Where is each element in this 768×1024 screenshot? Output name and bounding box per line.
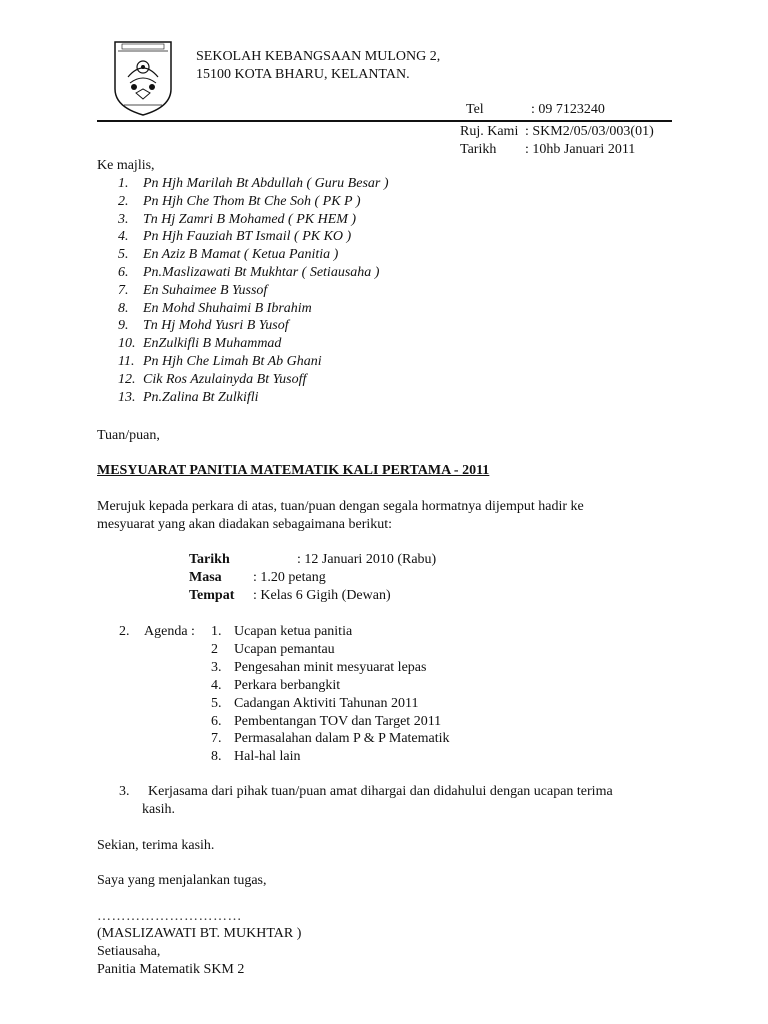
meeting-venue-label: Tempat	[189, 588, 235, 603]
recipients-intro: Ke majlis,	[97, 158, 155, 173]
recipient-number: 3.	[118, 211, 129, 227]
school-name: SEKOLAH KEBANGSAAN MULONG 2,	[196, 49, 441, 64]
agenda-item: Perkara berbangkit	[234, 677, 341, 693]
recipient-number: 11.	[118, 354, 135, 369]
recipient-number: 8.	[118, 300, 129, 316]
recipient-number: 13.	[118, 389, 136, 405]
recipient-name: En Mohd Shuhaimi B Ibrahim	[143, 300, 312, 316]
agenda-item: Ucapan pemantau	[234, 641, 335, 657]
school-crest-logo	[112, 39, 174, 117]
agenda-item-number: 1.	[211, 624, 222, 639]
signatory-organization: Panitia Matematik SKM 2	[97, 962, 245, 977]
recipient-name: Tn Hj Mohd Yusri B Yusof	[143, 318, 289, 334]
meeting-time-label: Masa	[189, 570, 222, 585]
recipient-number: 7.	[118, 282, 129, 298]
recipient-name: EnZulkifli B Muhammad	[143, 336, 282, 352]
agenda-number: 2.	[119, 624, 130, 639]
recipient-name: Pn Hjh Marilah Bt Abdullah ( Guru Besar )	[143, 176, 389, 191]
meeting-date-value: : 12 Januari 2010 (Rabu)	[297, 552, 437, 567]
agenda-item: Cadangan Aktiviti Tahunan 2011	[234, 695, 419, 711]
recipient-name: Cik Ros Azulainyda Bt Yusoff	[143, 371, 307, 387]
agenda-item: Permasalahan dalam P & P Matematik	[234, 731, 450, 747]
signature-line: …………………………	[97, 909, 242, 924]
closing-text: Sekian, terima kasih.	[97, 838, 215, 853]
paragraph3-line1: Kerjasama dari pihak tuan/puan amat dihargai dan didahului dengan ucapan terima	[148, 784, 613, 799]
recipient-name: Pn Hjh Che Limah Bt Ab Ghani	[143, 354, 322, 369]
agenda-item-number: 7.	[211, 731, 222, 747]
signatory-title: Setiausaha,	[97, 944, 161, 959]
paragraph3-line2: kasih.	[142, 802, 176, 817]
paragraph3-number: 3.	[119, 784, 130, 799]
recipient-name: Pn.Maslizawati Bt Mukhtar ( Setiausaha )	[143, 265, 380, 280]
agenda-item-number: 6.	[211, 713, 222, 729]
recipient-number: 12.	[118, 371, 136, 387]
recipient-number: 6.	[118, 265, 129, 280]
recipient-name: En Suhaimee B Yussof	[143, 282, 268, 298]
recipient-number: 4.	[118, 229, 129, 245]
agenda-item: Hal-hal lain	[234, 749, 301, 765]
agenda-item-number: 2	[211, 641, 218, 657]
meeting-time-value: : 1.20 petang	[253, 570, 326, 585]
ruj-value: : SKM2/05/03/003(01)	[525, 124, 654, 139]
recipient-number: 10.	[118, 336, 136, 352]
school-address: 15100 KOTA BHARU, KELANTAN.	[196, 67, 410, 82]
date-value: : 10hb Januari 2011	[525, 142, 636, 157]
tel-label: Tel	[466, 102, 484, 117]
header-divider	[97, 120, 672, 122]
recipient-name: Pn.Zalina Bt Zulkifli	[143, 389, 259, 405]
subject-heading: MESYUARAT PANITIA MATEMATIK KALI PERTAMA - 2011	[97, 463, 490, 478]
tel-value: : 09 7123240	[531, 102, 605, 117]
recipient-number: 2.	[118, 193, 129, 209]
recipient-number: 5.	[118, 247, 129, 263]
signoff-text: Saya yang menjalankan tugas,	[97, 873, 267, 888]
agenda-item-number: 8.	[211, 749, 222, 765]
agenda-item: Pengesahan minit mesyuarat lepas	[234, 659, 427, 675]
recipient-name: Pn Hjh Fauziah BT Ismail ( PK KO )	[143, 229, 352, 245]
agenda-item-number: 4.	[211, 677, 222, 693]
recipient-number: 1.	[118, 176, 129, 191]
agenda-item: Ucapan ketua panitia	[234, 624, 353, 639]
salutation: Tuan/puan,	[97, 428, 160, 443]
recipient-number: 9.	[118, 318, 129, 334]
ruj-label: Ruj. Kami	[460, 124, 519, 139]
agenda-item-number: 3.	[211, 659, 222, 675]
intro-paragraph-line1: Merujuk kepada perkara di atas, tuan/puan dengan segala hormatnya dijemput hadir ke	[97, 499, 584, 514]
intro-paragraph-line2: mesyuarat yang akan diadakan sebagaimana berikut:	[97, 517, 393, 532]
signatory-name: (MASLIZAWATI BT. MUKHTAR )	[97, 926, 302, 941]
recipient-name: Tn Hj Zamri B Mohamed ( PK HEM )	[143, 211, 357, 227]
date-label: Tarikh	[460, 142, 497, 157]
meeting-venue-value: : Kelas 6 Gigih (Dewan)	[253, 588, 391, 603]
recipient-name: Pn Hjh Che Thom Bt Che Soh ( PK P )	[143, 193, 361, 209]
agenda-label: Agenda :	[144, 624, 195, 639]
meeting-date-label: Tarikh	[189, 552, 230, 567]
agenda-item-number: 5.	[211, 695, 222, 711]
agenda-item: Pembentangan TOV dan Target 2011	[234, 713, 442, 729]
recipient-name: En Aziz B Mamat ( Ketua Panitia )	[143, 247, 339, 263]
